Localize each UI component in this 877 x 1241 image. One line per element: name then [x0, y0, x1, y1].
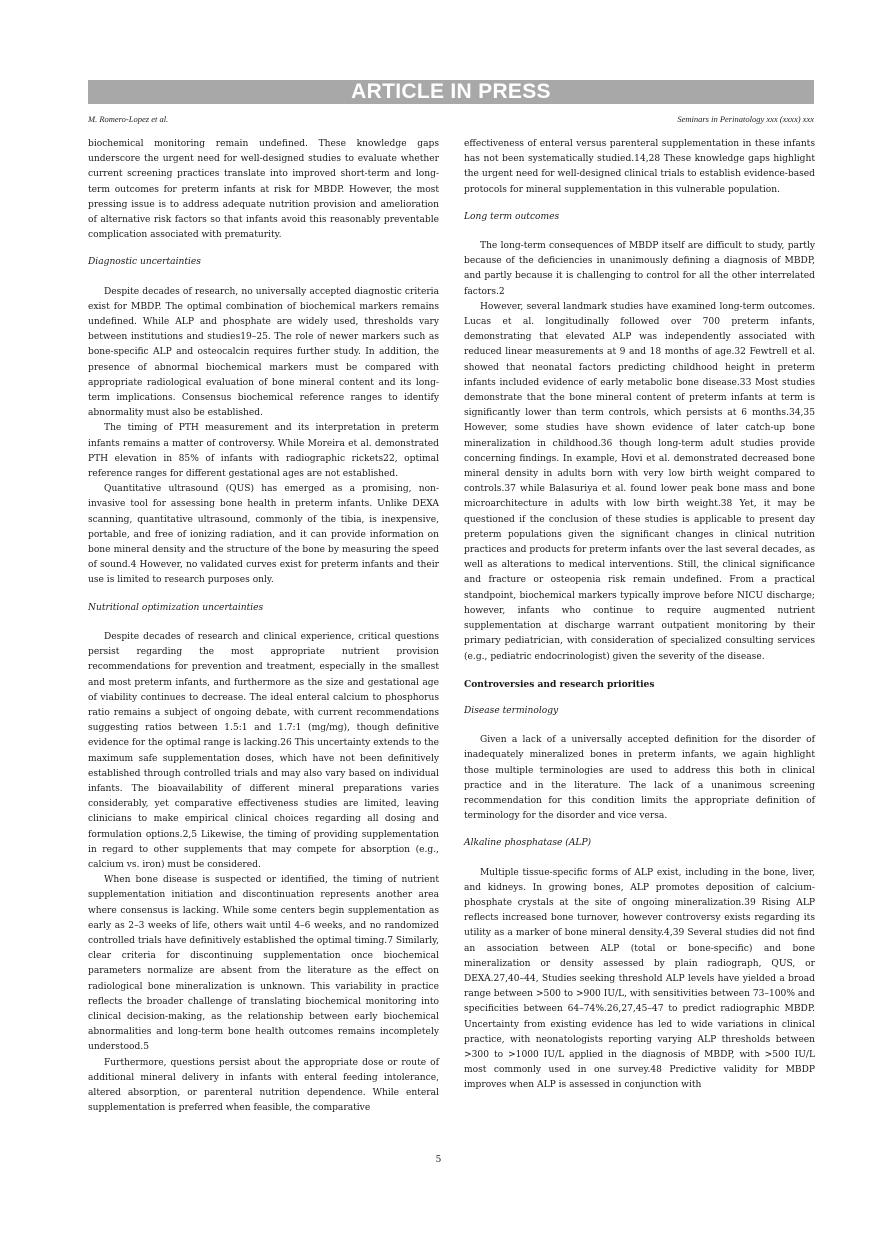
paragraph: Quantitative ultrasound (QUS) has emerged as a promising, non-invasive tool for assessing bone health in preterm infants. Unlike DEXA scanning, quantitative ultrasound, commonly of the tibia, is inexpensive, portable, and free of ionizing radiation, and it can provide information on bone mineral density and the structure of the bone by measuring the speed of sound.4 However, no validated curves exist for preterm infants and their use is limited to research purposes only. — [88, 484, 439, 586]
page-number: 5 — [435, 1155, 442, 1165]
section-heading-long-term: Long term outcomes — [464, 211, 560, 222]
paragraph: Despite decades of research and clinical experience, critical questions persist regarding the most appropriate nutrient provision recommendations for prevention and treatment, especially in the smallest and most preterm infants, and furthermore as the size and gestational age of viability continues to decrease. The ideal enteral calcium to phosphorus ratio remains a subject of ongoing debate, with current recommendations suggesting ratios between 1.5:1 and 1.7:1 (mg/mg), though definitive evidence for the optimal range is lacking.26 This uncertainty extends to the maximum safe supplementation doses, which have not been definitively established through controlled trials and may also vary based on individual infants. The bioavailability of different mineral preparations varies considerably, yet comparative effectiveness studies are limited, leaving clinicians to make empirical clinical choices regarding all dosing and formulation options.2,5 Likewise, the timing of providing supplementation in regard to other supplements that may compete for absorption (e.g., calcium vs. iron) must be considered. — [88, 631, 439, 870]
section-heading-nutritional: Nutritional optimization uncertainties — [88, 602, 264, 613]
paragraph: Given a lack of a universally accepted definition for the disorder of inadequately mineralized bones in preterm infants, we again highlight those multiple terminologies are used to address this both in clinical practice and in the literature. The lack of a unanimous screening recommendation for this condition limits the appropriate definition of terminology for the disorder and vice versa. — [464, 735, 815, 822]
section-heading-terminology: Disease terminology — [464, 705, 559, 716]
section-heading-diagnostic: Diagnostic uncertainties — [88, 257, 201, 268]
paragraph: Despite decades of research, no universally accepted diagnostic criteria exist for MBDP. The optimal combination of biochemical markers remains undefined. While ALP and phosphate are widely used, thresholds vary between institutions and studies19–25. The role of newer markers such as bone-specific ALP and osteocalcin requires further study. In addition, the presence of abnormal biochemical markers must be compared with appropriate radiological evaluation of bone mineral content and its long-term implications. Consensus biochemical reference ranges to identify abnormality must also be established. — [88, 286, 439, 419]
paragraph: Furthermore, questions persist about the appropriate dose or route of additional mineral delivery in infants with enteral feeding intolerance, altered absorption, or parenteral nutrition dependence. While enteral supplementation is preferred when feasible, the comparative — [88, 1057, 439, 1114]
paragraph: Multiple tissue-specific forms of ALP exist, including in the bone, liver, and kidneys. In growing bones, ALP promotes deposition of calcium-phosphate crystals at the site of ongoing mineralization.39 Rising ALP reflects increased bone turnover, however controversy exists regarding its utility as a marker of bone mineral density.4,39 Several studies did not find an association between ALP (total or bone-specific) and bone mineralization or density assessed by plain radiograph, QUS, or DEXA.27,40–44, Studies seeking threshold ALP levels have yielded a broad range between >500 to >900 IU/L, with sensitivities between 73–100% and specificities between 64–74%.26,27,45–47 to predict radiographic MBDP. Uncertainty from existing evidence has led to wide variations in clinical practice, with neonatologists reporting varying ALP thresholds between >300 to >1000 IU/L applied in the diagnosis of MBDP, with >500 IU/L most commonly used in one survey.48 Predictive validity for MBDP improves when ALP is assessed in conjunction with — [464, 867, 815, 1091]
paragraph: When bone disease is suspected or identified, the timing of nutrient supplementation initiation and discontinuation represents another area where consensus is lacking. While some centers begin supplementation as early as 2–3 weeks of life, others wait until 4–6 weeks, and no randomized controlled trials have definitively established the optimal timing.7 Similarly, clear criteria for discontinuing supplementation once biochemical parameters normalize are absent from the literature as the effect on radiological bone mineralization is unknown. This variability in practice reflects the broader challenge of translating biochemical monitoring into clinical decision-making, as the relationship between early biochemical abnormalities and long-term bone health outcomes remains incompletely understood.5 — [88, 875, 439, 1053]
running-head-authors: M. Romero-Lopez et al. — [88, 114, 169, 124]
section-heading-controversies: Controversies and research priorities — [464, 678, 655, 690]
article-in-press-banner: ARTICLE IN PRESS — [88, 80, 814, 104]
paragraph: effectiveness of enteral versus parenteral supplementation in these infants has not been systematically studied.14,28 These knowledge gaps highlight the urgent need for well-designed clinical trials to establish evidence-based protocols for mineral supplementation in this vulnerable population. — [464, 139, 815, 195]
paragraph: However, several landmark studies have examined long-term outcomes. Lucas et al. longitudinally followed over 700 preterm infants, demonstrating that elevated ALP was independently associated with reduced linear measurements at 9 and 18 months of age.32 Fewtrell et al. showed that neonatal factors predicting childhood height in preterm infants included evidence of early metabolic bone disease.33 Most studies demonstrate that the bone mineral content of preterm infants at term is significantly lower than term controls, which persists at 6 months.34,35 However, some studies have shown evidence of later catch-up bone mineralization in childhood.36 though long-term adult studies provide concerning findings. In example, Hovi et al. demonstrated decreased bone mineral density in adults born with very low birth weight compared to controls.37 while Balasuriya et al. found lower peak bone mass and bone microarchitecture in adults with low birth weight.38 Yet, it may be questioned if the conclusion of these studies is applicable to present day preterm populations given the significant changes in clinical nutrition practices and products for preterm infants over the last several decades, as well as alterations to medical interventions. Still, the clinical significance and fracture or osteopenia risk remain undefined. From a practical standpoint, biochemical markers typically improve before NICU discharge; however, infants who continue to require augmented nutrient supplementation at discharge warrant outpatient monitoring by their primary pediatrician, with consideration of specialized consulting services (e.g., pediatric endocrinologist) given the severity of the disease. — [464, 301, 815, 662]
paragraph: The long-term consequences of MBDP itself are difficult to study, partly because of the deficiencies in unanimously defining a diagnosis of MBDP, and partly because it is challenging to control for all the other interrelated factors.2 — [464, 241, 815, 297]
section-heading-alp: Alkaline phosphatase (ALP) — [464, 838, 592, 849]
running-head-journal: Seminars in Perinatology xxx (xxxx) xxx — [677, 114, 814, 124]
paragraph: biochemical monitoring remain undefined. These knowledge gaps underscore the urgent need for well-designed studies to evaluate whether current screening practices translate into improved short-term and long-term outcomes for preterm infants at risk for MBDP. However, the most pressing issue is to address adequate nutrition provision and amelioration of alternative risk factors so that infants avoid this reasonably preventable complication associated with prematurity. — [88, 139, 439, 241]
left-column — [88, 137, 439, 1116]
right-column — [464, 137, 815, 1094]
paragraph: The timing of PTH measurement and its interpretation in preterm infants remains a matter of controversy. While Moreira et al. demonstrated PTH elevation in 85% of infants with radiographic rickets22, optimal reference ranges for different gestational ages are not established. — [88, 423, 439, 480]
